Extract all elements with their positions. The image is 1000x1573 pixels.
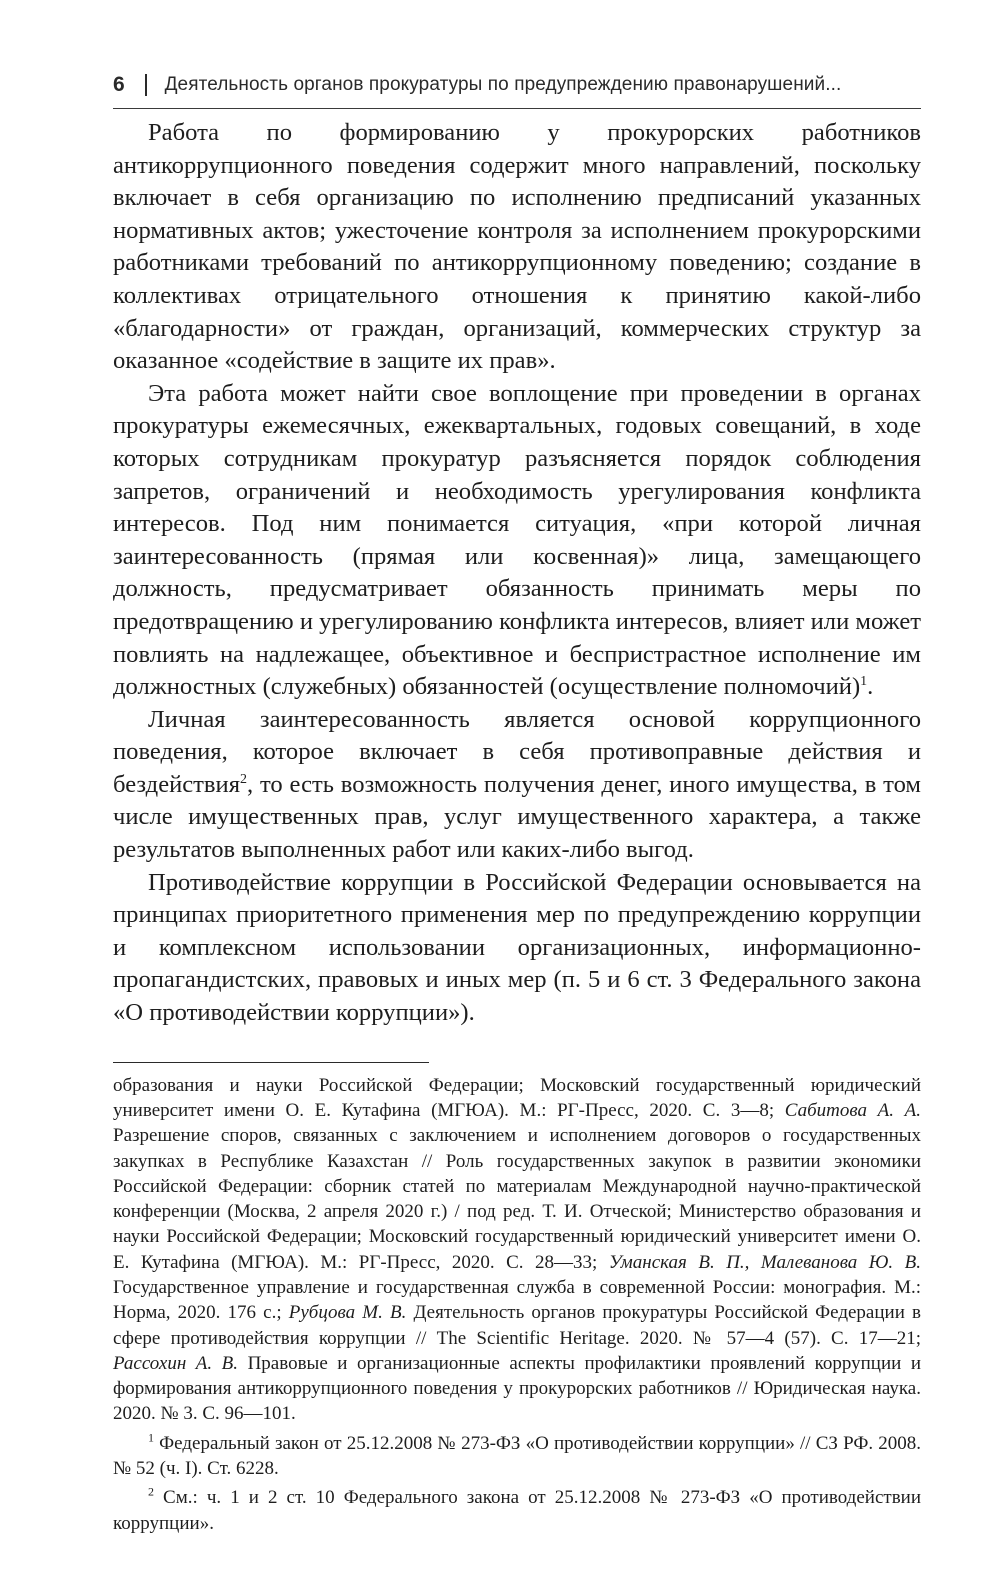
footnote-2	[113, 1485, 921, 1536]
fn-cont-author-2: Уманская В. П., Малеванова Ю. В.	[608, 1251, 921, 1273]
fn-cont-text-2: Разрешение споров, связанных с заключением и исполнением договоров о государственных закупках в Республике Казахстан // Роль государственных закупок в развитии экономики Российской Федерации: сборник статей по материалам Международной научно-практической конференции (Москва, 2 апреля 2020 г.) / под ред. Т. И. Отческой; Министерство образования и науки Российской Федерации; Московский государственный юридический университет имени О. Е. Кутафина (МГЮА). М.: РГ-Пресс, 2020. С. 28—33;	[113, 1125, 921, 1273]
footnote-2-mark: 2	[148, 1485, 154, 1500]
header-separator	[145, 74, 147, 96]
paragraph-3-start: Личная заинтересованность является основой коррупционного поведения, которое включает в себя противоправные действия и бездействия	[113, 705, 921, 798]
fn-cont-author-4: Рассохин А. В.	[113, 1352, 239, 1374]
footnote-continuation	[113, 1073, 921, 1427]
book-page	[113, 68, 921, 1536]
paragraph-3	[113, 704, 921, 867]
footnotes	[113, 1073, 921, 1536]
paragraph-2-text: Эта работа может найти свое воплощение при проведении в органах прокуратуры ежемесячных, ежеквартальных, годовых совещаний, в ходе которых сотрудникам прокуратур разъясняется порядок соблюдения запретов, ограничений и необходимость урегулирования конфликта интересов. Под ним понимается ситуация, «при которой личная заинтересованность (прямая или косвенная)» лица, замещающего должность, предусматривает обязанность принимать меры по предотвращению и урегулированию конфликта интересов, влияет или может повлиять на надлежащее, объективное и беспристрастное исполнение им должностных (служебных) обязанностей (осуществление полномочий)	[113, 379, 921, 701]
footnote-1-mark: 1	[148, 1430, 154, 1445]
footnote-2-text: См.: ч. 1 и 2 ст. 10 Федерального закона от 25.12.2008 № 273-ФЗ «О противодействии коррупции».	[113, 1487, 921, 1534]
fn-cont-author-1: Сабитова А. А.	[784, 1099, 922, 1121]
footnote-divider	[113, 1062, 429, 1063]
fn-cont-author-3: Рубцова М. В.	[288, 1302, 407, 1324]
paragraph-2-end: .	[867, 673, 874, 701]
footnote-1-text: Федеральный закон от 25.12.2008 № 273-ФЗ «О противодействии коррупции» // СЗ РФ. 2008. № 52 (ч. I). Ст. 6228.	[113, 1432, 921, 1480]
paragraph-4: Противодействие коррупции в Российской Федерации основывается на принципах приоритетного применения мер по предупреждению коррупции и комплексном использовании организационных, информационно-пропагандистских, правовых и иных мер (п. 5 и 6 ст. 3 Федерального закона «О противодействии коррупции»).	[113, 868, 921, 1027]
paragraph-1: Работа по формированию у прокурорских работников антикоррупционного поведения содержит много направлений, поскольку включает в себя организацию по исполнению предписаний указанных нормативных актов; ужесточение контроля за исполнением прокурорскими работниками требований по антикоррупционному поведению; создание в коллективах отрицательного отношения к принятию какой-либо «благодарности» от граждан, организаций, коммерческих структур за оказанное «содействие в защите их прав».	[113, 119, 921, 375]
footnote-1	[113, 1431, 921, 1482]
fn-cont-text-3: Государственное управление и государственная служба в современной России: монография. М.: Норма, 2020. 176 с.;	[113, 1277, 921, 1324]
fn-cont-text-1: образования и науки Российской Федерации; Московский государственный юридический университет имени О. Е. Кутафина (МГЮА). М.: РГ-Пресс, 2020. С. 3—8;	[113, 1074, 921, 1121]
paragraph-3-end: , то есть возможность получения денег, иного имущества, в том числе имущественных прав, услуг имущественного характера, а также результатов выполненных работ или каких-либо выгод.	[113, 770, 921, 864]
fn-cont-text-4: Деятельность органов прокуратуры Российской Федерации в сфере противодействия коррупции // The Scientific Heritage. 2020. № 57—4 (57). С. 17—21;	[113, 1302, 921, 1349]
main-text	[113, 117, 921, 1030]
running-head	[113, 68, 921, 109]
paragraph-2	[113, 378, 921, 704]
running-head-title: Деятельность органов прокуратуры по предупреждению правонарушений...	[164, 74, 842, 95]
footnote-ref-1: 1	[860, 673, 868, 689]
footnote-ref-2: 2	[240, 771, 248, 787]
page-number: 6	[113, 73, 125, 96]
fn-cont-text-5: Правовые и организационные аспекты профилактики проявлений коррупции и формирования антикоррупционного поведения у прокурорских работников // Юридическая наука. 2020. № 3. С. 96—101.	[113, 1352, 921, 1425]
